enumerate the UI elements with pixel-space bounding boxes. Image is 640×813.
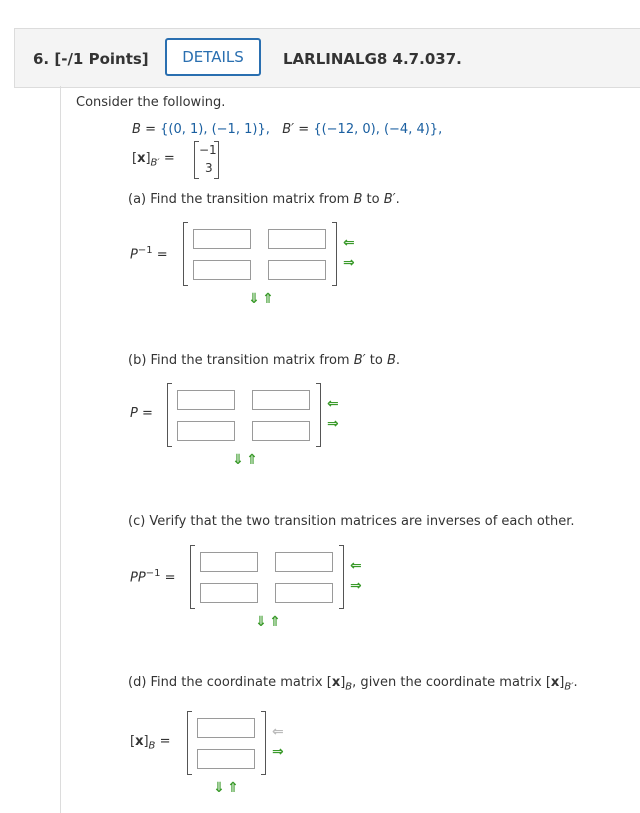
matrix-d-add-row-arrow-icon[interactable]: ⇓ [213, 780, 225, 796]
matrix-a-remove-row-arrow-icon[interactable]: ⇑ [262, 291, 274, 307]
matrix-a-add-row-arrow-icon[interactable]: ⇓ [248, 291, 260, 307]
matrix-b-remove-row-arrow-icon[interactable]: ⇑ [246, 452, 258, 468]
matrix-d-remove-column-arrow-icon: ⇐ [272, 724, 284, 740]
given-vector-entry-2: 3 [205, 161, 213, 175]
matrix-a-cell-21[interactable] [193, 260, 251, 280]
matrix-d-remove-row-arrow-icon[interactable]: ⇑ [227, 780, 239, 796]
matrix-a-cell-11[interactable] [193, 229, 251, 249]
matrix-b-remove-column-arrow-icon[interactable]: ⇐ [327, 396, 339, 412]
question-header [14, 28, 640, 88]
matrix-c-add-column-arrow-icon[interactable]: ⇒ [350, 578, 362, 594]
matrix-d-bracket-right [261, 711, 266, 775]
matrix-b-add-row-arrow-icon[interactable]: ⇓ [232, 452, 244, 468]
matrix-b-add-column-arrow-icon[interactable]: ⇒ [327, 416, 339, 432]
matrix-b-cell-22[interactable] [252, 421, 310, 441]
part-c-lhs: $PP^{-1}$ = [130, 568, 176, 586]
question-code: LARLINALG8 4.7.037. [283, 50, 462, 68]
matrix-a-bracket-left [183, 222, 188, 286]
matrix-d-cell-2[interactable] [197, 749, 255, 769]
part-a-text: (a) Find the transition matrix from B to B′. [128, 192, 400, 207]
part-d-lhs: $[x]_B$ = [130, 734, 171, 752]
details-button[interactable]: DETAILS [165, 38, 261, 76]
matrix-c-remove-row-arrow-icon[interactable]: ⇑ [269, 614, 281, 630]
matrix-b-cell-12[interactable] [252, 390, 310, 410]
matrix-c-cell-12[interactable] [275, 552, 333, 572]
matrix-a-remove-column-arrow-icon[interactable]: ⇐ [343, 235, 355, 251]
given-vector-label: $[x]_{B'}$ = [132, 151, 175, 169]
matrix-b-cell-11[interactable] [177, 390, 235, 410]
matrix-c-bracket-right [339, 545, 344, 609]
matrix-b-bracket-right [316, 383, 321, 447]
matrix-a-cell-12[interactable] [268, 229, 326, 249]
content-divider [60, 86, 61, 813]
matrix-c-bracket-left [190, 545, 195, 609]
prompt-text: Consider the following. [76, 95, 226, 110]
matrix-c-cell-21[interactable] [200, 583, 258, 603]
matrix-c-add-row-arrow-icon[interactable]: ⇓ [255, 614, 267, 630]
matrix-a-bracket-right [332, 222, 337, 286]
matrix-a-add-column-arrow-icon[interactable]: ⇒ [343, 255, 355, 271]
part-b-text: (b) Find the transition matrix from B′ to B. [128, 353, 401, 368]
bases-definition: B = {(0, 1), (−1, 1)}, B′ = {(−12, 0), (−4, 4)}, [132, 122, 443, 137]
matrix-c-cell-11[interactable] [200, 552, 258, 572]
part-b-lhs: P = [130, 406, 153, 421]
part-a-lhs: $P^{-1}$ = [130, 245, 168, 263]
matrix-c-cell-22[interactable] [275, 583, 333, 603]
part-d-text: (d) Find the coordinate matrix $[x]_B$, given the coordinate matrix $[x]_{B'}$. [128, 675, 578, 693]
matrix-b-bracket-left [167, 383, 172, 447]
matrix-b-cell-21[interactable] [177, 421, 235, 441]
matrix-a-cell-22[interactable] [268, 260, 326, 280]
given-vector-entry-1: −1 [199, 143, 217, 157]
matrix-c-remove-column-arrow-icon[interactable]: ⇐ [350, 558, 362, 574]
matrix-d-cell-1[interactable] [197, 718, 255, 738]
matrix-d-bracket-left [187, 711, 192, 775]
matrix-d-add-column-arrow-icon[interactable]: ⇒ [272, 744, 284, 760]
part-c-text: (c) Verify that the two transition matrices are inverses of each other. [128, 514, 575, 529]
question-number: 6. [-/1 Points] [33, 50, 149, 68]
